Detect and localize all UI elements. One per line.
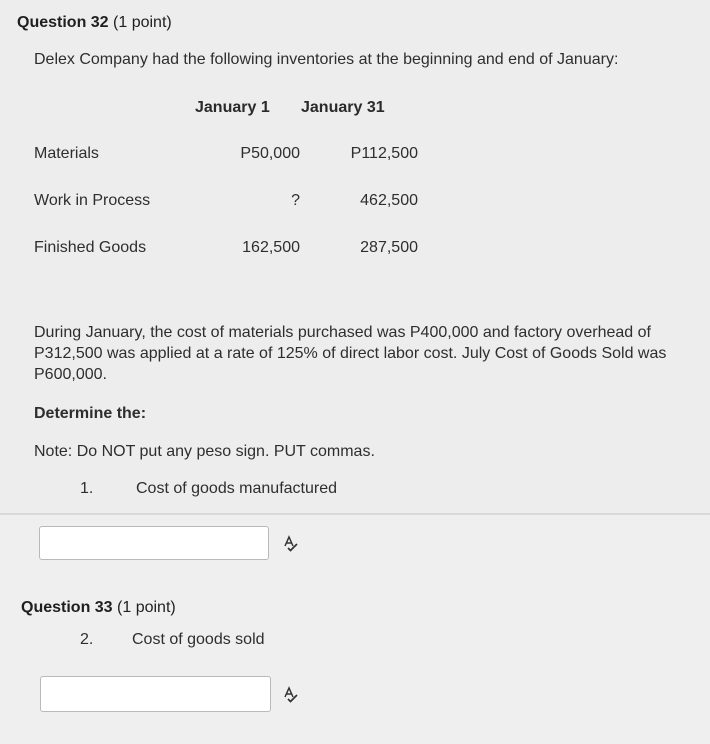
- question-32-title: Question 32 (1 point): [17, 14, 172, 31]
- answer-input-q33[interactable]: [40, 676, 271, 712]
- wip-jan31: 462,500: [360, 192, 418, 209]
- row-label-finished-goods: Finished Goods: [34, 239, 147, 256]
- answer-input-q32[interactable]: [39, 526, 269, 560]
- question-prompt: Delex Company had the following inventories at the beginning and end of January:: [34, 51, 619, 68]
- note-text: Note: Do NOT put any peso sign. PUT commas.: [34, 443, 375, 460]
- header-january-31: January 31: [301, 99, 385, 116]
- materials-jan31: P112,500: [350, 145, 418, 162]
- spellcheck-icon[interactable]: [282, 534, 300, 552]
- wip-jan1: ?: [291, 192, 300, 209]
- header-january-1: January 1: [195, 99, 270, 116]
- item-2-number: 2.: [80, 631, 94, 648]
- item-1-number: 1.: [80, 480, 94, 497]
- fg-jan31: 287,500: [360, 239, 418, 256]
- row-label-work-in-process: Work in Process: [34, 192, 151, 209]
- fg-jan1: 162,500: [242, 239, 300, 256]
- answer-panel: [0, 515, 710, 744]
- spellcheck-icon[interactable]: [282, 685, 300, 703]
- question-paragraph: During January, the cost of materials purchased was P400,000 and factory overhead of P312,500 was applied at a rate of 125% of direct labor cost. July Cost of Goods Sold was P600,000.: [34, 324, 667, 383]
- row-label-materials: Materials: [34, 145, 99, 162]
- item-1-label: Cost of goods manufactured: [136, 480, 338, 497]
- question-33-title: Question 33 (1 point): [21, 599, 176, 616]
- materials-jan1: P50,000: [240, 145, 300, 162]
- item-2-label: Cost of goods sold: [132, 631, 265, 648]
- determine-label: Determine the:: [34, 405, 147, 422]
